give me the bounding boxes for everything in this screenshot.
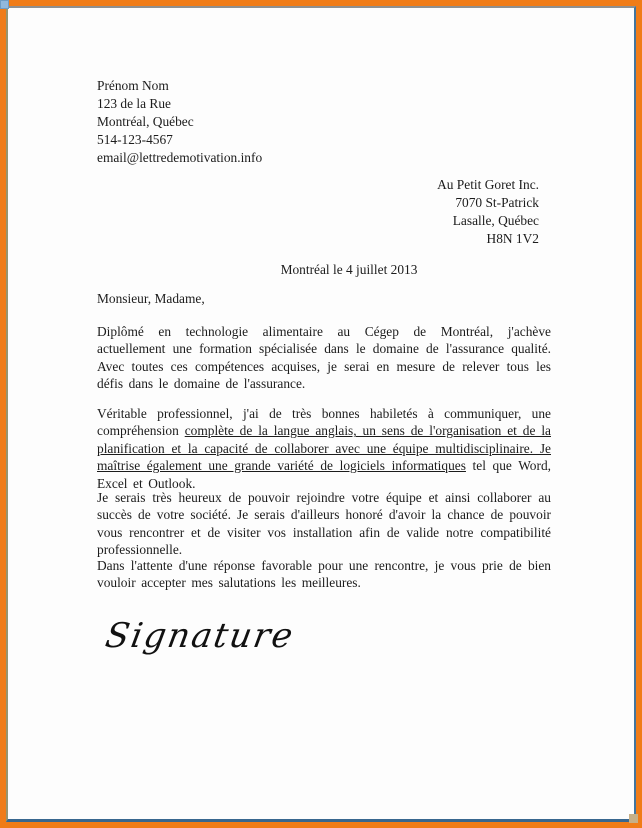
sender-phone: 514-123-4567 [97,132,173,147]
recipient-company: Au Petit Goret Inc. [437,177,539,192]
paragraph-skills-end: tel que Word, Excel et Outlook. [97,458,551,491]
paragraph-skills [97,405,551,492]
selection-handle-icon [0,0,9,9]
signature: Signature [102,616,298,656]
salutation: Monsieur, Madame, [97,291,205,306]
recipient-city: Lasalle, Québec [452,213,539,228]
paragraph-motivation: Je serais très heureux de pouvoir rejoindre votre équipe et ainsi collaborer au succès de votre société. Je serais d'ailleurs honoré d'avoir la chance de pouvoir vous rencontrer et de visiter vos installation afin de valide notre compatibilité professionnelle. [97,490,551,558]
paragraph-skills-start: Véritable professionnel, j'ai de très bonnes habiletés à communiquer, une compréhension [97,406,551,439]
date-line: Montréal le 4 juillet 2013 [280,262,418,277]
paragraph-skills-underlined: complète de la langue anglais, un sens de l'organisation et de la planification et la capacité de collaborer avec une équipe multidisciplinaire. Je maîtrise également une grande variété de logiciels informatiques [97,423,551,474]
sender-email: email@lettredemotivation.info [97,150,263,165]
sender-city: Montréal, Québec [97,114,194,129]
sender-street: 123 de la Rue [97,96,172,111]
corner-mark-icon [629,814,638,823]
sender-name: Prénom Nom [97,78,169,93]
paragraph-intro: Diplômé en technologie alimentaire au Cégep de Montréal, j'achève actuellement une formation spécialisée dans le domaine de l'assurance qualité. Avec toutes ces compétences acquises, je serai en mesure de relever tous les défis dans le domaine de l'assurance. [97,324,551,392]
recipient-block [437,176,539,248]
sender-block [97,77,262,167]
recipient-postal-code: H8N 1V2 [486,231,539,246]
recipient-street: 7070 St-Patrick [455,195,539,210]
paragraph-closing: Dans l'attente d'une réponse favorable pour une rencontre, je vous prie de bien vouloir accepter mes salutations les meilleures. [97,558,551,591]
